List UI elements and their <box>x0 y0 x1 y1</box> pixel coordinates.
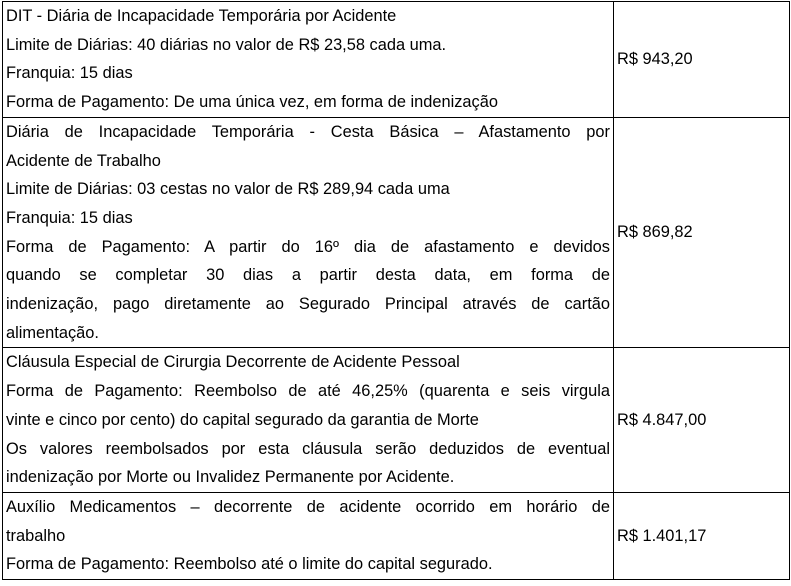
table-row <box>3 2 790 118</box>
coverage-line: Limite de Diárias: 03 cestas no valor de R$ 289,94 cada uma <box>6 180 450 199</box>
coverage-line: Franquia: 15 dias <box>6 64 133 83</box>
coverage-line: Franquia: 15 dias <box>6 208 133 227</box>
coverage-title: Diária de Incapacidade Temporária - Cesta Básica – Afastamento por <box>6 122 610 141</box>
coverage-title: Acidente de Trabalho <box>6 151 161 170</box>
coverage-line: Os valores reembolsados por esta cláusula serão deduzidos de eventual <box>6 439 610 458</box>
coverage-value: R$ 869,82 <box>614 117 790 348</box>
coverage-description <box>3 2 614 118</box>
coverage-line: indenização, pago diretamente ao Segurado Principal através de cartão <box>6 295 610 314</box>
coverage-line: quando se completar 30 dias a partir desta data, em forma de <box>6 266 610 285</box>
coverage-title: Cláusula Especial de Cirurgia Decorrente de Acidente Pessoal <box>6 353 460 372</box>
coverage-line: Forma de Pagamento: Reembolso até o limite do capital segurado. <box>6 555 493 574</box>
coverage-description <box>3 492 614 579</box>
coverage-line: vinte e cinco por cento) do capital segurado da garantia de Morte <box>6 410 479 429</box>
coverage-title: trabalho <box>6 526 66 545</box>
coverage-value: R$ 4.847,00 <box>614 348 790 493</box>
table-row <box>3 348 790 493</box>
coverage-description <box>3 348 614 493</box>
coverage-line: Forma de Pagamento: A partir do 16º dia de afastamento e devidos <box>6 237 610 256</box>
coverage-line: Limite de Diárias: 40 diárias no valor de R$ 23,58 cada uma. <box>6 35 447 54</box>
coverage-line: Forma de Pagamento: Reembolso de até 46,25% (quarenta e seis virgula <box>6 382 610 401</box>
coverage-value: R$ 943,20 <box>614 2 790 118</box>
coverage-description <box>3 117 614 348</box>
coverage-line: alimentação. <box>6 323 99 342</box>
benefits-table <box>2 1 790 580</box>
coverage-value: R$ 1.401,17 <box>614 492 790 579</box>
coverage-title: DIT - Diária de Incapacidade Temporária por Acidente <box>6 7 397 25</box>
coverage-line: indenização por Morte ou Invalidez Permanente por Acidente. <box>6 468 455 487</box>
table-row <box>3 492 790 579</box>
coverage-title: Auxílio Medicamentos – decorrente de acidente ocorrido em horário de <box>6 497 610 516</box>
coverage-line: Forma de Pagamento: De uma única vez, em forma de indenização <box>6 93 498 112</box>
table-row <box>3 117 790 348</box>
